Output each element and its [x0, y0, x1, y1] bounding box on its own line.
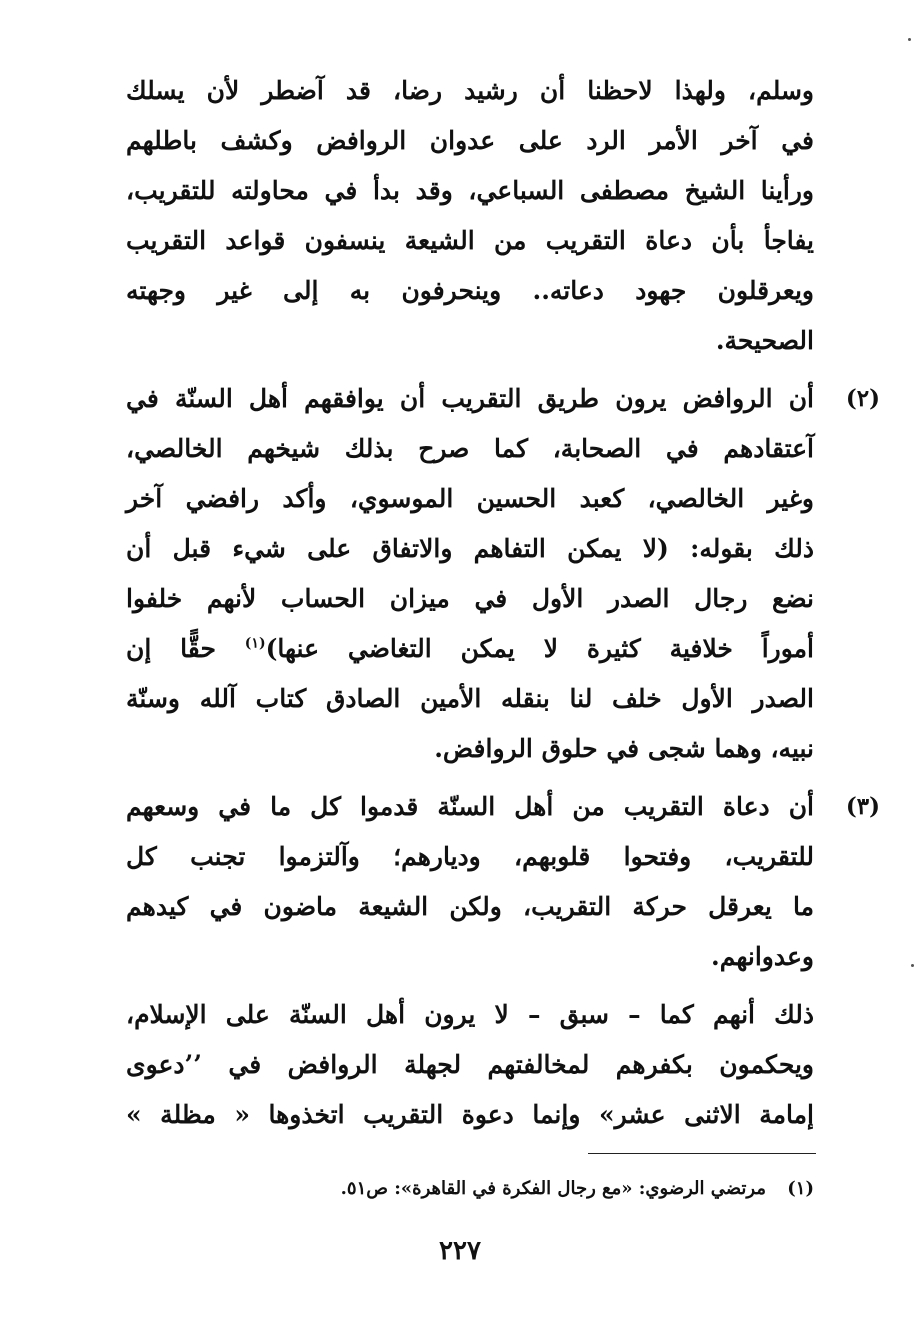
text-line: نضع رجال الصدر الأول في ميزان الحساب لأنهم خلفوا: [126, 584, 814, 613]
main-text: [126, 66, 880, 1140]
text-line-content: أن الروافض يرون طريق التقريب أن يوافقهم أهل السنّة في: [126, 384, 814, 413]
item-number: (٣): [845, 793, 880, 820]
text-line: [126, 782, 880, 832]
text-line: وعدوانهم.: [711, 942, 814, 971]
text-line: إمامة الاثنى عشر» وإنما دعوة التقريب اتخذوها « مظلة »: [126, 1100, 814, 1129]
scan-speck: [911, 964, 914, 967]
text-line: للتقريب، وفتحوا قلوبهم، وديارهم؛ وآلتزموا تجنب كل: [126, 842, 814, 871]
text-line: [126, 624, 814, 674]
text-line-content: أن دعاة التقريب من أهل السنّة قدموا كل ما في وسعهم: [126, 792, 814, 821]
text-line: نبيه، وهما شجى في حلوق الروافض.: [434, 734, 814, 763]
intro-paragraph: [126, 66, 814, 366]
text-line: ورأينا الشيخ مصطفى السباعي، وقد بدأ في محاولته للتقريب،: [126, 176, 814, 205]
text-line: في آخر الأمر الرد على عدوان الروافض وكشف باطلهم: [126, 126, 814, 155]
footnote: [214, 1172, 814, 1206]
text-line-tail: حقًّا إن: [126, 634, 245, 663]
text-line: الصحيحة.: [715, 326, 814, 355]
page-number: ٢٢٧: [439, 1236, 481, 1266]
footnote-number: (١): [787, 1178, 814, 1199]
text-line: ما يعرقل حركة التقريب، ولكن الشيعة ماضون في كيدهم: [126, 892, 814, 921]
text-line-content: أموراً خلافية كثيرة لا يمكن التغاضي عنها): [265, 634, 814, 663]
text-line: وسلم، ولهذا لاحظنا أن رشيد رضا، قد آضطر لأن يسلك: [126, 76, 814, 105]
text-line: [126, 374, 880, 424]
footnote-reference: (١): [244, 635, 266, 652]
list-item-2: [126, 374, 880, 774]
text-line: ويحكمون بكفرهم لمخالفتهم لجهلة الروافض في ’’دعوى: [126, 1050, 814, 1079]
list-item-3: [126, 782, 880, 982]
text-line: وغير الخالصي، كعبد الحسين الموسوي، وأكد رافضي آخر: [126, 484, 814, 513]
closing-paragraph: [126, 990, 814, 1140]
text-line: ويعرقلون جهود دعاته.. وينحرفون به إلى غير وجهته: [126, 276, 814, 305]
text-line: الصدر الأول خلف لنا بنقله الأمين الصادق كتاب آلله وسنّة: [126, 684, 814, 713]
text-line: ذلك بقوله: (لا يمكن التفاهم والاتفاق على شيء قبل أن: [126, 534, 814, 563]
text-line: يفاجأ بأن دعاة التقريب من الشيعة ينسفون قواعد التقريب: [126, 226, 814, 255]
footnote-text: مرتضي الرضوي: «مع رجال الفكرة في القاهرة»: ص٥١.: [340, 1178, 766, 1199]
scan-speck: [908, 38, 911, 41]
item-number: (٢): [845, 385, 880, 412]
footnote-divider: [588, 1153, 816, 1154]
text-line: آعتقادهم في الصحابة، كما صرح بذلك شيخهم الخالصي،: [126, 434, 814, 463]
text-line: ذلك أنهم كما – سبق – لا يرون أهل السنّة على الإسلام،: [126, 1000, 814, 1029]
